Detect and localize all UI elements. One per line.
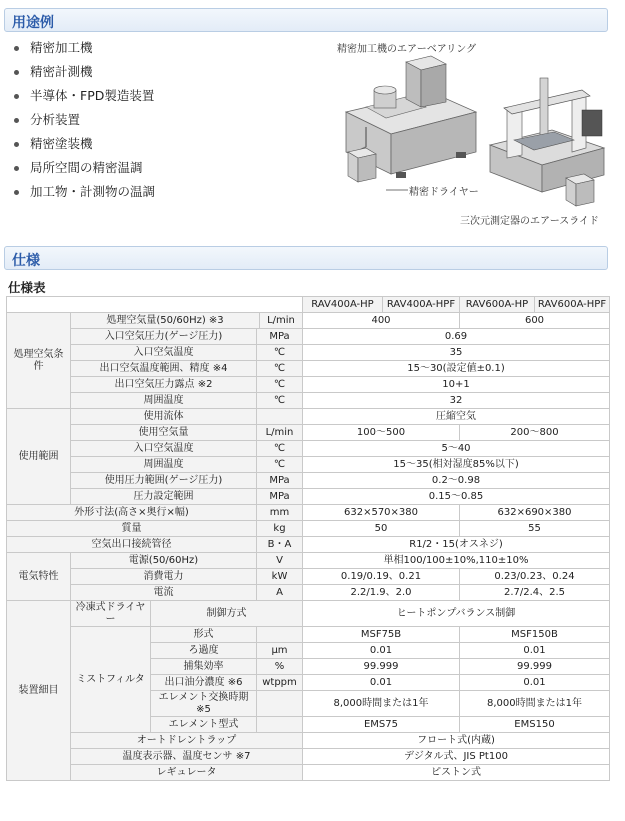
value-cell: 50 (303, 521, 460, 537)
item-label: 質量 (7, 521, 257, 537)
unit-label: B・A (257, 537, 303, 553)
table-row (7, 537, 610, 553)
item-label: 空気出口接続管径 (7, 537, 257, 553)
table-row (7, 377, 610, 393)
item-label: 周囲温度 (71, 393, 257, 409)
uses-section-header (4, 8, 608, 32)
spec-heading: 仕様 (12, 253, 40, 269)
item-label: 使用空気量 (71, 425, 257, 441)
table-row (7, 585, 610, 601)
unit-label: mm (257, 505, 303, 521)
value-cell: 15～35(相対湿度85%以下) (303, 457, 610, 473)
item-label: エレメント型式 (151, 717, 257, 733)
value-cell: 0.01 (303, 675, 460, 691)
value-cell: 32 (303, 393, 610, 409)
spec-table-title: 仕様表 (8, 280, 46, 295)
table-row (7, 313, 610, 329)
value-cell: フロート式(内蔵) (303, 733, 610, 749)
item-label: 入口空気温度 (71, 441, 257, 457)
value-cell: 35 (303, 345, 610, 361)
caption-air-slide: 三次元測定器のエアースライド (460, 216, 599, 227)
item-label: 圧力設定範囲 (71, 489, 257, 505)
unit-label (257, 409, 303, 425)
table-row (7, 425, 610, 441)
table-row (7, 553, 610, 569)
value-cell: MSF150B (460, 627, 610, 643)
unit-label: ℃ (257, 441, 303, 457)
value-cell: 15～30(設定値±0.1) (303, 361, 610, 377)
value-cell: 10+1 (303, 377, 610, 393)
value-cell: 0.15～0.85 (303, 489, 610, 505)
item-label: 使用流体 (71, 409, 257, 425)
value-cell: 2.7/2.4、2.5 (460, 585, 610, 601)
unit-label: L/min (257, 425, 303, 441)
item-label: 捕集効率 (151, 659, 257, 675)
unit-label: MPa (257, 329, 303, 345)
unit-label: ℃ (257, 361, 303, 377)
value-cell: 単相100/100±10%,110±10% (303, 553, 610, 569)
machining-machine-illustration (336, 52, 486, 190)
model-header: RAV400A-HP (303, 297, 383, 313)
unit-label: ℃ (257, 345, 303, 361)
list-item: 精密計測機 (14, 60, 155, 84)
caption-dryer: 精密ドライヤー (409, 187, 479, 198)
table-row (7, 749, 610, 765)
value-cell: 圧縮空気 (303, 409, 610, 425)
table-row (7, 329, 610, 345)
item-label: 電流 (71, 585, 257, 601)
value-cell: MSF75B (303, 627, 460, 643)
item-label: 使用圧力範囲(ゲージ圧力) (71, 473, 257, 489)
value-cell: 600 (460, 313, 610, 329)
item-label: ろ過度 (151, 643, 257, 659)
unit-label: % (257, 659, 303, 675)
item-label: 周囲温度 (71, 457, 257, 473)
value-cell: 632×690×380 (460, 505, 610, 521)
subgroup-label: 冷凍式ドライヤー (71, 601, 151, 627)
subgroup-label: ミストフィルタ (71, 627, 151, 733)
uses-heading: 用途例 (12, 15, 54, 31)
spec-section-header (4, 246, 608, 270)
group-label: 装置細目 (7, 601, 71, 781)
table-row (7, 601, 610, 627)
value-cell: 100～500 (303, 425, 460, 441)
item-label: オートドレントラップ (71, 733, 303, 749)
table-row (7, 627, 610, 643)
unit-label: μm (257, 643, 303, 659)
value-cell: 400 (303, 313, 460, 329)
list-item: 加工物・計測物の温調 (14, 180, 155, 204)
unit-label: ℃ (257, 393, 303, 409)
item-label: 出口空気温度範囲、精度 ※4 (71, 361, 257, 377)
list-item: 半導体・FPD製造装置 (14, 84, 155, 108)
unit-label: kg (257, 521, 303, 537)
model-header: RAV600A-HPF (535, 297, 610, 313)
unit-label: MPa (257, 489, 303, 505)
item-label: レギュレータ (71, 765, 303, 781)
value-cell: 200～800 (460, 425, 610, 441)
unit-label (257, 627, 303, 643)
item-label: エレメント交換時期 ※5 (151, 691, 257, 717)
value-cell: 0.2～0.98 (303, 473, 610, 489)
value-cell: 5～40 (303, 441, 610, 457)
table-row (7, 457, 610, 473)
group-label: 電気特性 (7, 553, 71, 601)
value-cell: ヒートポンプバランス制御 (303, 601, 610, 627)
table-row (7, 489, 610, 505)
value-cell: 2.2/1.9、2.0 (303, 585, 460, 601)
unit-label: ℃ (257, 377, 303, 393)
value-cell: 99.999 (303, 659, 460, 675)
item-label: 入口空気温度 (71, 345, 257, 361)
table-row (7, 297, 610, 313)
unit-label: V (257, 553, 303, 569)
value-cell: R1/2・15(オスネジ) (303, 537, 610, 553)
table-row (7, 733, 610, 749)
uses-list (14, 36, 155, 204)
list-item: 精密加工機 (14, 36, 155, 60)
value-cell: 0.01 (303, 643, 460, 659)
list-item: 局所空間の精密温調 (14, 156, 155, 180)
spec-table (6, 296, 610, 781)
table-row (7, 361, 610, 377)
item-label: 処理空気量(50/60Hz) ※3 (71, 313, 260, 328)
item-label: 消費電力 (71, 569, 257, 585)
value-cell: デジタル式、JIS Pt100 (303, 749, 610, 765)
list-item: 分析装置 (14, 108, 155, 132)
item-label: 制御方式 (151, 601, 303, 627)
table-row (7, 505, 610, 521)
value-cell: 0.23/0.23、0.24 (460, 569, 610, 585)
value-cell: 0.69 (303, 329, 610, 345)
list-item: 精密塗装機 (14, 132, 155, 156)
table-row (7, 521, 610, 537)
value-cell: 0.01 (460, 643, 610, 659)
caption-air-bearing: 精密加工機のエアーベアリング (337, 44, 477, 55)
item-label: 電源(50/60Hz) (71, 553, 257, 569)
unit-label: wtppm (257, 675, 303, 691)
item-label: 外形寸法(高さ×奥行×幅) (7, 505, 257, 521)
item-label: 温度表示器、温度センサ ※7 (71, 749, 303, 765)
table-row (7, 393, 610, 409)
table-row (7, 765, 610, 781)
table-row (7, 409, 610, 425)
unit-label: ℃ (257, 457, 303, 473)
value-cell: 8,000時間または1年 (303, 691, 460, 717)
unit-label (257, 691, 303, 717)
model-header: RAV600A-HP (460, 297, 535, 313)
dryer-leader-line (386, 186, 410, 194)
group-label: 使用範囲 (7, 409, 71, 505)
table-row (7, 473, 610, 489)
value-cell: 8,000時間または1年 (460, 691, 610, 717)
unit-label: A (257, 585, 303, 601)
corner-cell (7, 297, 303, 313)
unit-label: kW (257, 569, 303, 585)
item-label: 出口空気圧力露点 ※2 (71, 377, 257, 393)
table-row (7, 345, 610, 361)
measuring-machine-illustration (482, 70, 612, 212)
value-cell: 632×570×380 (303, 505, 460, 521)
item-label: 形式 (151, 627, 257, 643)
value-cell: 0.19/0.19、0.21 (303, 569, 460, 585)
table-row (7, 569, 610, 585)
value-cell: 0.01 (460, 675, 610, 691)
unit-label: MPa (257, 473, 303, 489)
value-cell: ピストン式 (303, 765, 610, 781)
item-label: 入口空気圧力(ゲージ圧力) (71, 329, 257, 345)
table-row (7, 441, 610, 457)
model-header: RAV400A-HPF (383, 297, 460, 313)
value-cell: 99.999 (460, 659, 610, 675)
unit-label: L/min (267, 314, 295, 326)
value-cell: 55 (460, 521, 610, 537)
value-cell: EMS75 (303, 717, 460, 733)
group-label: 処理空気条件 (7, 313, 71, 409)
value-cell: EMS150 (460, 717, 610, 733)
item-label: 出口油分濃度 ※6 (151, 675, 257, 691)
unit-label (257, 717, 303, 733)
